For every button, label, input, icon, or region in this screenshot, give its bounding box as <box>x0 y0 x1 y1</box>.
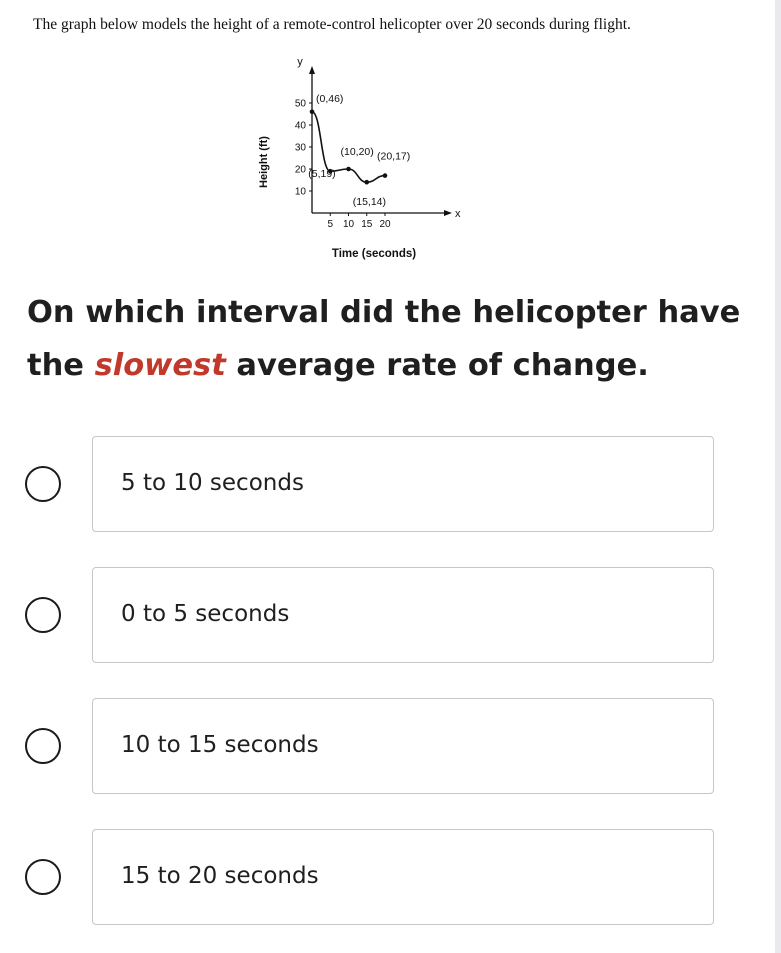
data-label-1: (0,46) <box>316 92 344 105</box>
x-tick-label-2: 10 <box>342 219 355 230</box>
x-tick-label-4: 20 <box>379 219 391 230</box>
x-axis-arrow <box>444 210 452 216</box>
option-1-radio[interactable] <box>25 466 61 502</box>
x-tick-label-3: 15 <box>361 219 373 230</box>
y-axis-label: Height (ft) <box>258 136 270 188</box>
data-point-4 <box>364 180 369 185</box>
x-axis-name: x <box>455 208 461 220</box>
data-point-5 <box>383 173 388 178</box>
y-axis-name: y <box>297 56 303 68</box>
question-text <box>27 286 757 392</box>
data-label-5: (20,17) <box>377 150 411 163</box>
option-4-radio[interactable] <box>25 859 61 895</box>
y-tick-label-4: 40 <box>294 120 306 132</box>
answer-option-1 <box>0 436 781 532</box>
option-3-radio[interactable] <box>25 728 61 764</box>
question-text-end: average rate of change. <box>225 348 649 383</box>
data-point-1 <box>310 110 315 115</box>
option-2-label: 0 to 5 seconds <box>121 601 290 627</box>
option-1-label: 5 to 10 seconds <box>121 470 304 496</box>
option-4-box[interactable] <box>92 829 714 925</box>
height-graph <box>250 50 490 265</box>
answer-option-2 <box>0 567 781 663</box>
option-2-radio[interactable] <box>25 597 61 633</box>
data-label-3: (10,20) <box>340 146 374 158</box>
y-tick-label-1: 10 <box>294 186 306 198</box>
y-tick-label-5: 50 <box>294 98 306 110</box>
y-tick-label-3: 30 <box>294 142 306 154</box>
data-point-3 <box>346 167 351 172</box>
option-3-label: 10 to 15 seconds <box>121 732 319 758</box>
answer-option-3 <box>0 698 781 794</box>
question-prompt: The graph below models the height of a remote-control helicopter over 20 seconds during flight. <box>33 16 631 33</box>
y-axis-arrow <box>309 66 315 74</box>
data-label-4: (15,14) <box>352 196 387 209</box>
option-4-label: 15 to 20 seconds <box>121 863 319 889</box>
option-1-box[interactable] <box>92 436 714 532</box>
question-emphasis: slowest <box>94 348 226 383</box>
question-text-start: On which interval did the helicopter have the <box>27 295 741 383</box>
x-tick-label-1: 5 <box>327 219 334 230</box>
x-axis-label: Time (seconds) <box>331 248 417 260</box>
answer-option-4 <box>0 829 781 925</box>
option-2-box[interactable] <box>92 567 714 663</box>
y-tick-label-2: 20 <box>294 164 306 176</box>
data-label-2: (5,19) <box>308 168 336 181</box>
option-3-box[interactable] <box>92 698 714 794</box>
